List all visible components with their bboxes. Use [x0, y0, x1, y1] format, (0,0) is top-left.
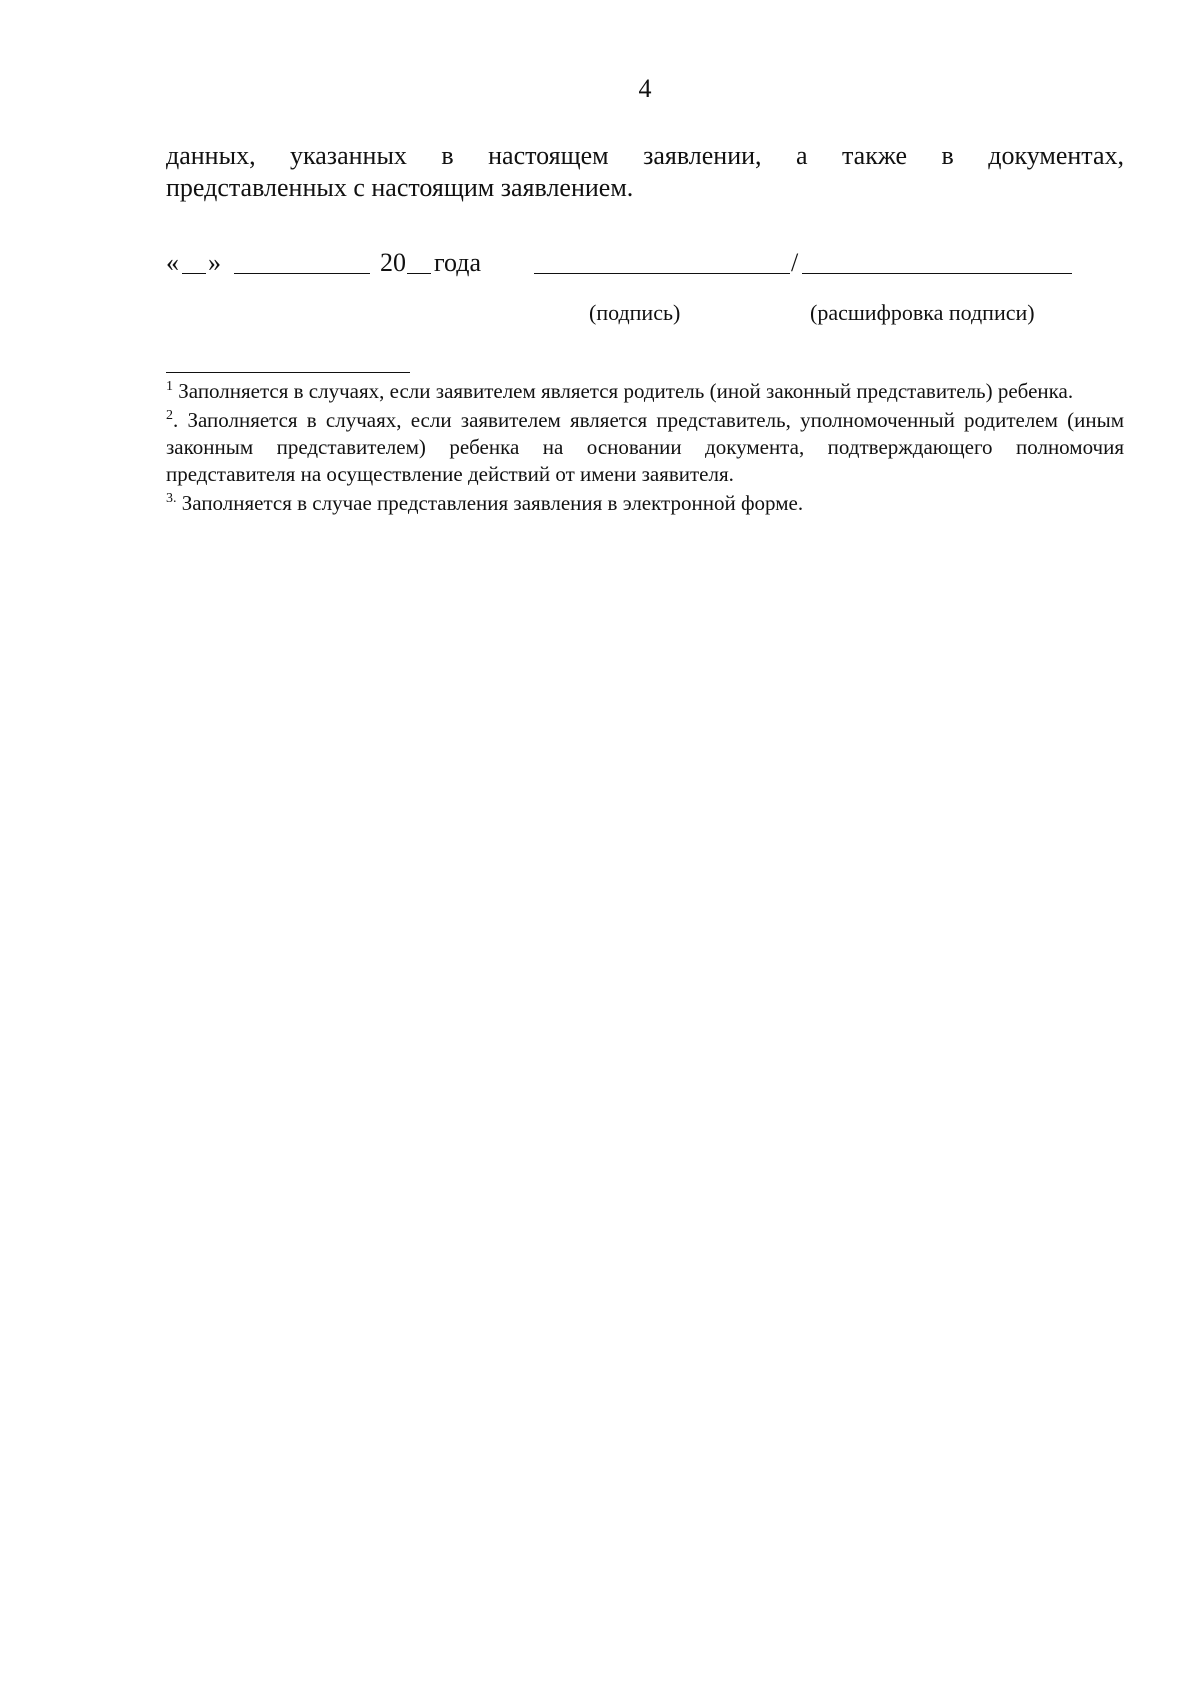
footnote-1-marker: 1 — [166, 379, 173, 394]
year-suffix: года — [434, 248, 482, 277]
signature-decoding-caption: (расшифровка подписи) — [810, 300, 1035, 325]
open-quote: « — [166, 248, 179, 277]
footnote-2-marker: 2 — [166, 408, 173, 423]
signature-slash: / — [791, 248, 799, 277]
page-number: 4 — [638, 74, 652, 103]
footnote-2-text: . Заполняется в случаях, если заявителем является представитель, уполномоченный родителем (иным законным представителем) ребенка на основании документа, подтверждающего полномочия представителя на осуществление действий от имени заявителя. — [166, 408, 1124, 486]
statement-paragraph — [166, 140, 1124, 204]
close-quote: » — [208, 248, 221, 277]
footnote-3-text: Заполняется в случае представления заявления в электронной форме. — [176, 491, 804, 515]
statement-line-2: представленных с настоящим заявлением. — [166, 173, 634, 202]
footnotes — [166, 378, 1124, 517]
month-blank — [234, 273, 370, 274]
footnote-1-text: Заполняется в случаях, если заявителем является родитель (иной законный представитель) ребенка. — [178, 379, 1074, 403]
footnote-1 — [166, 378, 1124, 405]
footnote-separator — [166, 372, 410, 373]
signature-caption: (подпись) — [589, 300, 681, 325]
footnote-3 — [166, 490, 1124, 517]
date-signature-line — [166, 246, 1126, 280]
statement-line-1: данных, указанных в настоящем заявлении, а также в документах, — [166, 141, 1124, 170]
footnote-2 — [166, 407, 1124, 488]
signature-blank — [534, 273, 790, 274]
footnote-3-marker: 3. — [166, 491, 177, 506]
signature-decoding-blank — [802, 273, 1072, 274]
year-blank — [407, 273, 431, 274]
day-blank — [182, 273, 206, 274]
year-prefix: 20 — [380, 248, 406, 277]
